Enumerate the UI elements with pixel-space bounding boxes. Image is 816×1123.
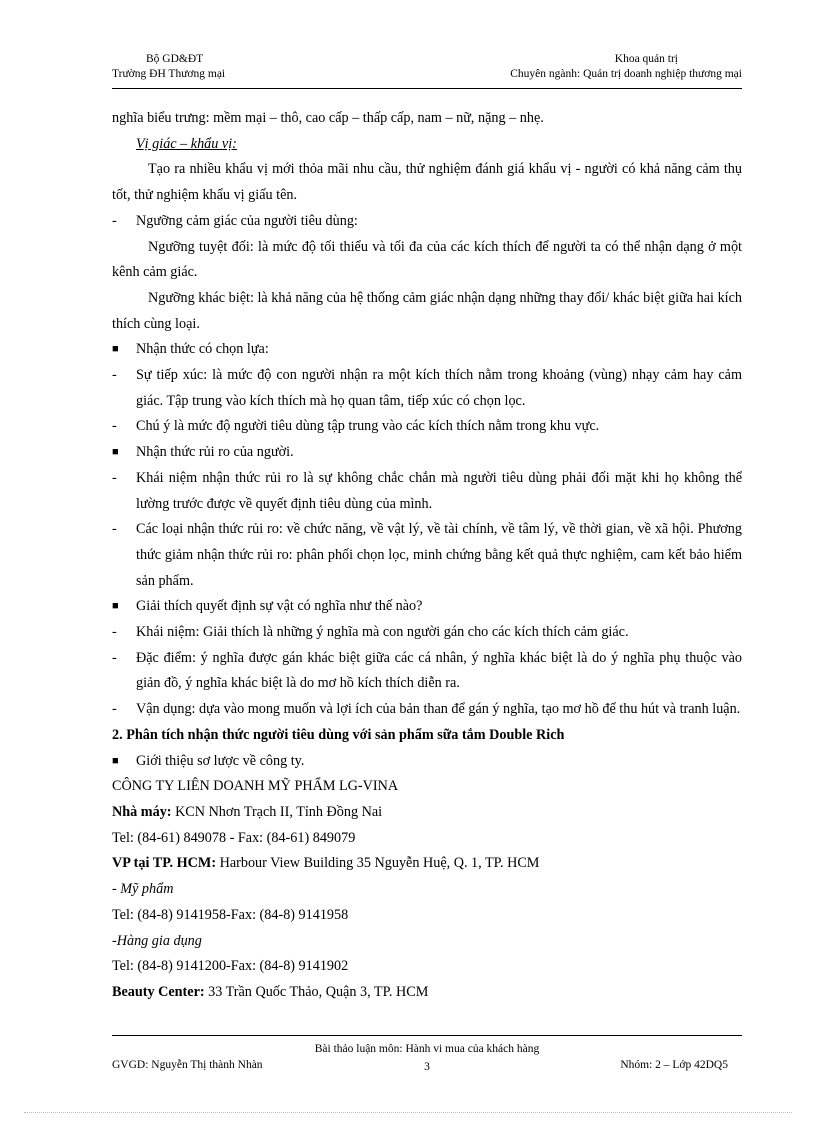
square-item: ■ Giới thiệu sơ lược về công ty. — [112, 749, 742, 775]
beauty-center-line: Beauty Center: 33 Trần Quốc Thảo, Quận 3, TP. HCM — [112, 983, 429, 1000]
dash-item: - Đặc điểm: ý nghĩa được gán khác biệt giữa các cá nhân, ý nghĩa khác biệt là do ý nghĩa phụ thuộc vào giản đồ, ý nghĩa khác biệt là do mơ hồ kích thích diễn ra. — [112, 646, 742, 697]
paragraph: nghĩa biểu trưng: mềm mại – thô, cao cấp – thấp cấp, nam – nữ, nặng – nhẹ. — [112, 110, 544, 126]
square-bullet-icon: ■ — [112, 600, 119, 613]
page-edge-divider — [24, 1112, 792, 1113]
page-footer — [112, 1035, 742, 1076]
page-header — [112, 52, 742, 89]
dash-bullet: - — [112, 469, 117, 486]
factory-line: Nhà máy: KCN Nhơn Trạch II, Tỉnh Đồng Nai — [112, 803, 383, 820]
dash-bullet: - — [112, 418, 117, 435]
header-faculty: Khoa quản trị — [614, 53, 678, 65]
dash-item: - Các loại nhận thức rủi ro: về chức năng, về vật lý, về tài chính, về tâm lý, về thời gian, về xã hội. Phương thức giảm nhận thức rủi ro: phân phối chọn lọc, minh chứng bằng kết quả thực nghiệm, cam kết bảo hiểm sản phẩm. — [112, 517, 742, 594]
square-item: ■ Nhận thức rủi ro của người. — [112, 440, 742, 466]
dash-bullet: - — [112, 521, 117, 538]
dash-bullet: - — [112, 624, 117, 641]
header-ministry: Bộ GD&ĐT — [146, 53, 204, 65]
section-heading: 2. Phân tích nhận thức người tiêu dùng với sản phẩm sữa tắm Double Rich — [112, 726, 565, 743]
cosmetics-label: - Mỹ phẩm — [112, 881, 174, 898]
dash-bullet: - — [112, 649, 117, 666]
dash-bullet: - — [112, 212, 117, 229]
document-body — [112, 106, 742, 1006]
footer-title: Bài thảo luận môn: Hành vi mua của khách hàng — [314, 1043, 540, 1055]
dash-bullet: - — [112, 367, 117, 384]
paragraph: Ngưỡng tuyệt đối: là mức độ tối thiểu và tối đa của các kích thích để người ta có thể nhận dạng ở một kênh cảm giác. — [112, 238, 742, 281]
square-bullet-icon: ■ — [112, 754, 119, 767]
square-item: ■ Nhận thức có chọn lựa: — [112, 337, 742, 363]
header-major: Chuyên ngành: Quản trị doanh nghiệp thương mại — [510, 68, 742, 80]
dash-item: - Ngưỡng cảm giác của người tiêu dùng: — [112, 209, 742, 235]
square-bullet-icon: ■ — [112, 446, 119, 459]
header-school: Trường ĐH Thương mại — [112, 68, 226, 80]
square-bullet-icon: ■ — [112, 343, 119, 356]
dash-item: - Vận dụng: dựa vào mong muốn và lợi ích của bản than để gán ý nghĩa, tạo mơ hồ để thu hút và tranh luận. — [112, 697, 742, 723]
household-label: -Hàng gia dụng — [112, 932, 202, 949]
footer-instructor: GVGD: Nguyễn Thị thành Nhàn — [112, 1059, 263, 1071]
tel-line: Tel: (84-61) 849078 - Fax: (84-61) 849079 — [112, 829, 356, 846]
page-number: 3 — [424, 1061, 430, 1073]
office-line: VP tại TP. HCM: Harbour View Building 35 Nguyễn Huệ, Q. 1, TP. HCM — [112, 855, 540, 872]
company-name: CÔNG TY LIÊN DOANH MỸ PHẨM LG-VINA — [112, 778, 399, 795]
tel-line: Tel: (84-8) 9141958-Fax: (84-8) 9141958 — [112, 906, 349, 923]
footer-group: Nhóm: 2 – Lớp 42DQ5 — [620, 1059, 728, 1071]
tel-line: Tel: (84-8) 9141200-Fax: (84-8) 9141902 — [112, 958, 349, 975]
square-item: ■ Giải thích quyết định sự vật có nghĩa như thế nào? — [112, 594, 742, 620]
dash-item: - Khái niệm nhận thức rủi ro là sự không chắc chắn mà người tiêu dùng phải đối mặt khi họ không thể lường trước được về quyết định tiêu dùng của mình. — [112, 466, 742, 517]
dash-item: - Khái niệm: Giải thích là những ý nghĩa mà con người gán cho các kích thích cảm giác. — [112, 620, 742, 646]
dash-item: - Chú ý là mức độ người tiêu dùng tập trung vào các kích thích nằm trong khu vực. — [112, 414, 742, 440]
paragraph: Tạo ra nhiều khẩu vị mới thỏa mãi nhu cầu, thử nghiệm đánh giá khẩu vị - người có khả năng cảm thụ tốt, thử nghiệm khẩu vị giấu tên. — [112, 161, 742, 204]
taste-heading: Vị giác – khẩu vị: — [136, 135, 237, 152]
dash-bullet: - — [112, 701, 117, 718]
paragraph: Ngưỡng khác biệt: là khả năng của hệ thống cảm giác nhận dạng những thay đổi/ khác biệt giữa hai kích thích cùng loại. — [112, 289, 742, 332]
dash-item: - Sự tiếp xúc: là mức độ con người nhận ra một kích thích nằm trong khoảng (vùng) nhạy cảm hay cảm giác. Tập trung vào kích thích mà họ quan tâm, tiếp xúc có chọn lọc. — [112, 363, 742, 414]
